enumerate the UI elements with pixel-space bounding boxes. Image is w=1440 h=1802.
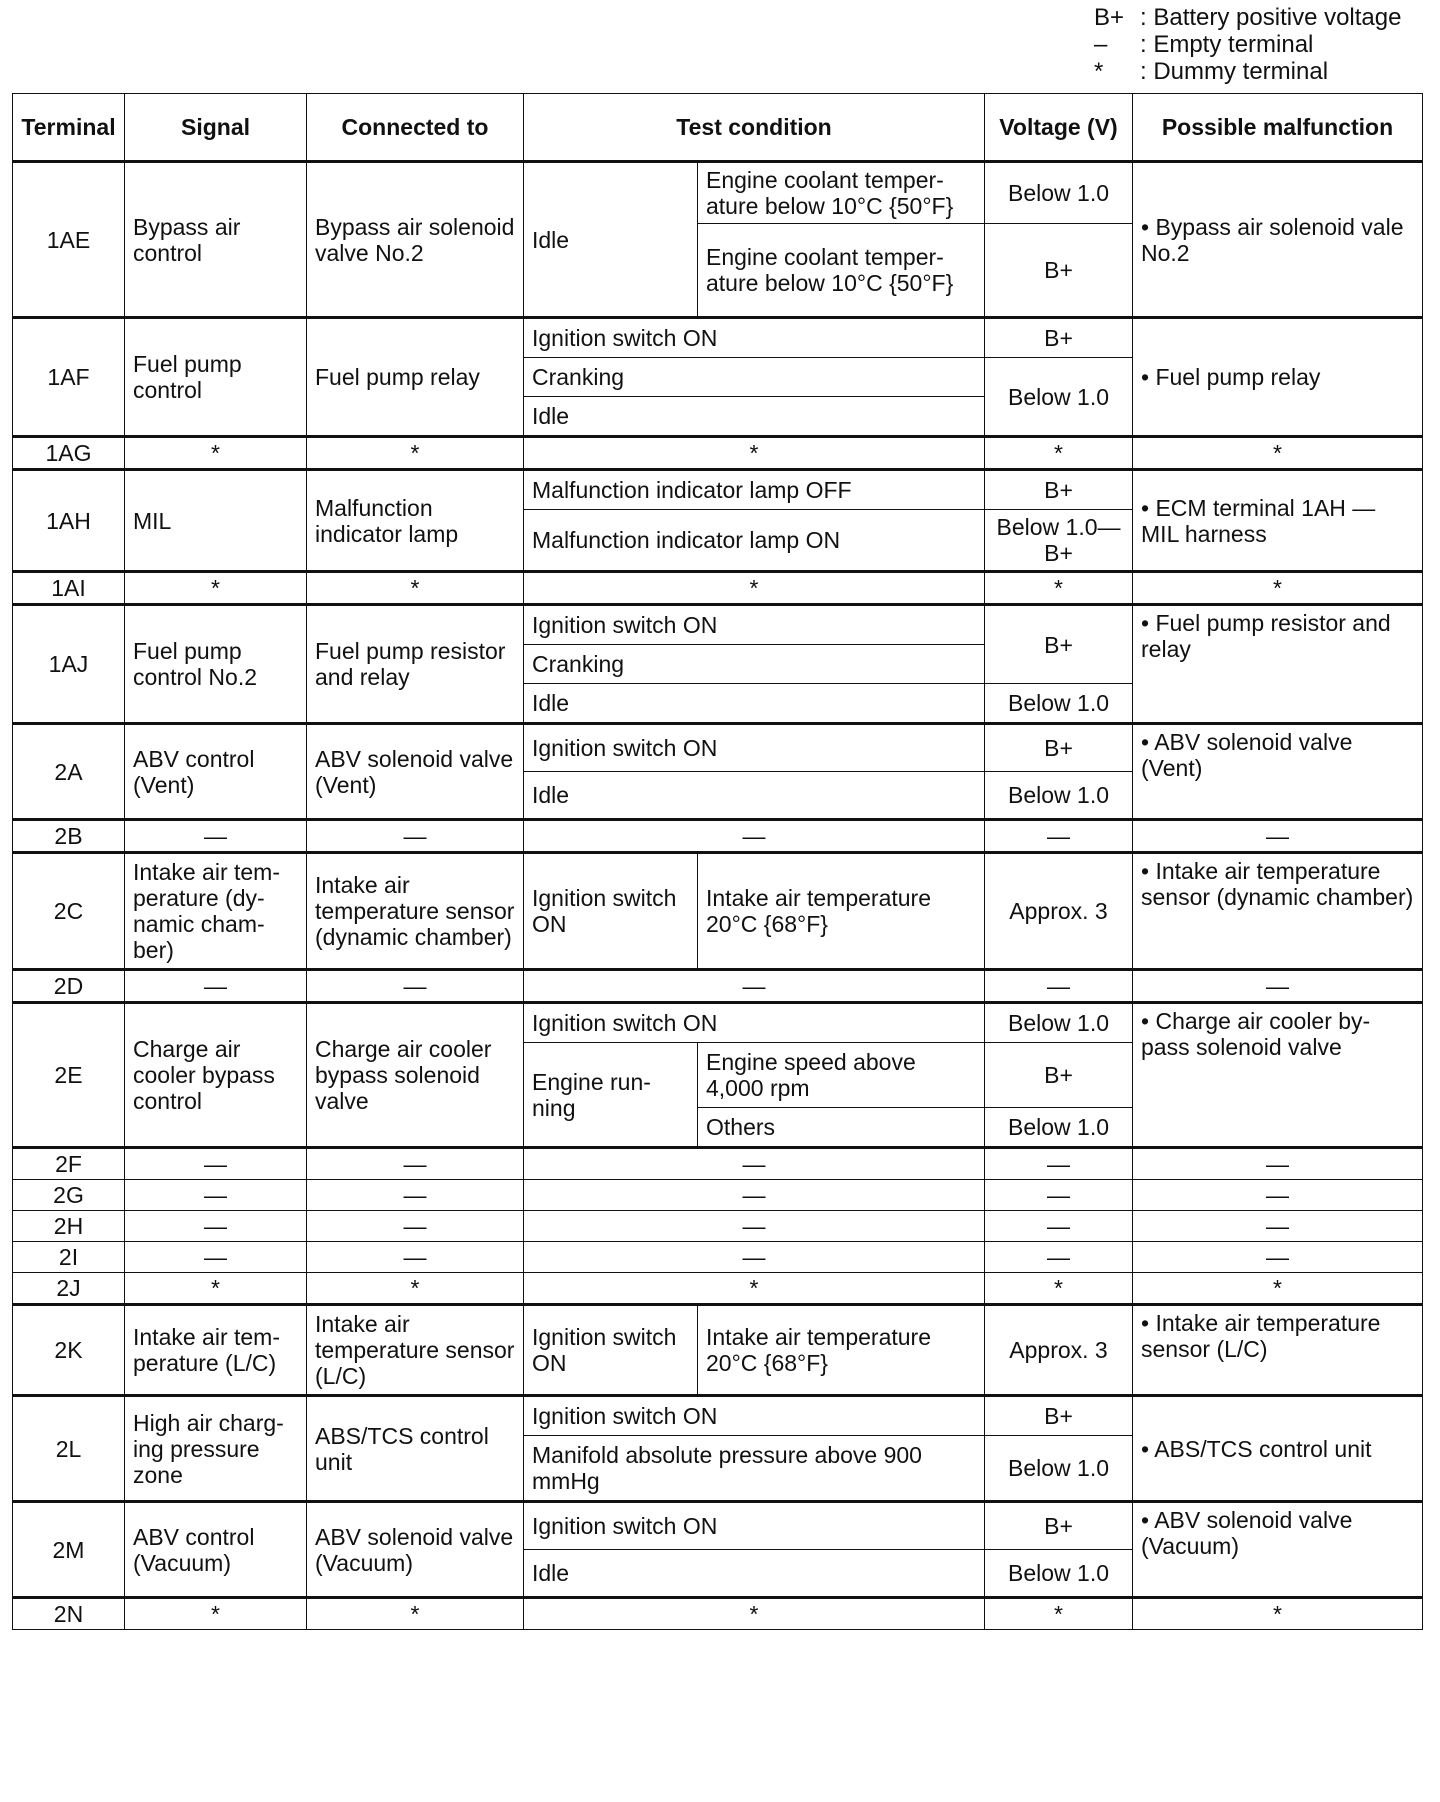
- table-row: [13, 1211, 1423, 1242]
- legend-text: : Dummy terminal: [1140, 58, 1329, 85]
- condition-cell: Cranking: [524, 358, 985, 397]
- signal-cell: Fuel pump control No.2: [125, 605, 307, 724]
- terminal-cell: 1AJ: [13, 605, 125, 724]
- legend-row: [1094, 58, 1401, 85]
- voltage-cell: B+: [985, 1043, 1133, 1108]
- voltage-cell: Below 1.0: [985, 1550, 1133, 1598]
- table-row: [13, 572, 1423, 605]
- table-row: [13, 820, 1423, 853]
- table-row: [13, 1180, 1423, 1211]
- condition-cell: —: [524, 970, 985, 1003]
- condition-cell: Ignition switch ON: [524, 318, 985, 358]
- voltage-cell: *: [985, 1273, 1133, 1305]
- table-row: [13, 1598, 1423, 1630]
- subcondition-cell: Engine speed above 4,000 rpm: [698, 1043, 985, 1108]
- malfunction-cell: • ABV solenoid valve (Vacuum): [1133, 1502, 1423, 1598]
- signal-cell: Bypass air control: [125, 162, 307, 318]
- legend-row: [1094, 31, 1401, 58]
- condition-cell: Malfunction indicator lamp OFF: [524, 470, 985, 510]
- table-row: [13, 1242, 1423, 1273]
- header-connected: Connected to: [307, 94, 524, 162]
- malfunction-cell: —: [1133, 1242, 1423, 1273]
- condition-cell: *: [524, 437, 985, 470]
- signal-cell: Fuel pump control: [125, 318, 307, 437]
- header-voltage: Voltage (V): [985, 94, 1133, 162]
- terminal-cell: 2K: [13, 1305, 125, 1396]
- connected-cell: —: [307, 1211, 524, 1242]
- voltage-cell: *: [985, 437, 1133, 470]
- terminal-cell: 2G: [13, 1180, 125, 1211]
- condition-cell: *: [524, 1598, 985, 1630]
- signal-cell: High air charg-ing pressure zone: [125, 1396, 307, 1502]
- terminal-cell: 1AE: [13, 162, 125, 318]
- condition-cell: Ignition switch ON: [524, 605, 985, 645]
- terminal-cell: 2I: [13, 1242, 125, 1273]
- terminal-cell: 2F: [13, 1148, 125, 1180]
- table-row: [13, 470, 1423, 510]
- voltage-cell: —: [985, 970, 1133, 1003]
- malfunction-cell: • Intake air temperature sensor (dynamic chamber): [1133, 853, 1423, 970]
- terminal-cell: 2H: [13, 1211, 125, 1242]
- malfunction-cell: • ECM terminal 1AH — MIL harness: [1133, 470, 1423, 572]
- signal-cell: —: [125, 1242, 307, 1273]
- signal-cell: —: [125, 970, 307, 1003]
- terminal-cell: 2A: [13, 724, 125, 820]
- connected-cell: Fuel pump resistor and relay: [307, 605, 524, 724]
- voltage-cell: Below 1.0: [985, 1436, 1133, 1502]
- terminal-cell: 2J: [13, 1273, 125, 1305]
- connected-cell: Malfunction indicator lamp: [307, 470, 524, 572]
- table-row: [13, 1502, 1423, 1550]
- malfunction-cell: —: [1133, 970, 1423, 1003]
- table-row: [13, 970, 1423, 1003]
- voltage-cell: Approx. 3: [985, 853, 1133, 970]
- voltage-cell: —: [985, 1211, 1133, 1242]
- signal-cell: —: [125, 1180, 307, 1211]
- signal-cell: —: [125, 1148, 307, 1180]
- terminal-cell: 2L: [13, 1396, 125, 1502]
- signal-cell: *: [125, 572, 307, 605]
- condition-cell: Ignition switch ON: [524, 1305, 698, 1396]
- voltage-cell: *: [985, 572, 1133, 605]
- condition-cell: Ignition switch ON: [524, 1502, 985, 1550]
- subcondition-cell: Engine coolant temper-ature below 10°C {50°F}: [698, 224, 985, 318]
- legend-symbol: –: [1094, 31, 1108, 58]
- connected-cell: ABS/TCS control unit: [307, 1396, 524, 1502]
- condition-cell: *: [524, 1273, 985, 1305]
- condition-cell: Manifold absolute pressure above 900 mmHg: [524, 1436, 985, 1502]
- header-test-condition: Test condition: [524, 94, 985, 162]
- condition-cell: Ignition switch ON: [524, 1396, 985, 1436]
- voltage-cell: B+: [985, 318, 1133, 358]
- condition-cell: —: [524, 1180, 985, 1211]
- connected-cell: —: [307, 1180, 524, 1211]
- connected-cell: *: [307, 1273, 524, 1305]
- connected-cell: Intake air temperature sensor (L/C): [307, 1305, 524, 1396]
- voltage-cell: Below 1.0: [985, 684, 1133, 724]
- terminal-cell: 2E: [13, 1003, 125, 1148]
- header-malfunction: Possible malfunction: [1133, 94, 1423, 162]
- condition-cell: Engine run-ning: [524, 1043, 698, 1148]
- voltage-cell: Below 1.0: [985, 772, 1133, 820]
- voltage-cell: —: [985, 1242, 1133, 1273]
- terminal-cell: 1AF: [13, 318, 125, 437]
- legend-text: : Empty terminal: [1140, 31, 1314, 58]
- connected-cell: —: [307, 1148, 524, 1180]
- voltage-cell: —: [985, 820, 1133, 853]
- terminal-cell: 2N: [13, 1598, 125, 1630]
- table-row: [13, 437, 1423, 470]
- voltage-cell: Below 1.0: [985, 1003, 1133, 1043]
- terminal-cell: 1AG: [13, 437, 125, 470]
- condition-cell: Idle: [524, 397, 985, 437]
- terminal-cell: 2C: [13, 853, 125, 970]
- legend-symbol: *: [1094, 58, 1104, 85]
- condition-cell: Malfunction indicator lamp ON: [524, 510, 985, 572]
- legend-row: [1094, 4, 1401, 31]
- table-row: [13, 724, 1423, 772]
- condition-cell: Cranking: [524, 645, 985, 684]
- connected-cell: *: [307, 1598, 524, 1630]
- voltage-cell: B+: [985, 224, 1133, 318]
- legend-symbol: B+: [1094, 4, 1125, 31]
- table-row: [13, 853, 1423, 970]
- condition-cell: —: [524, 1148, 985, 1180]
- condition-cell: Idle: [524, 162, 698, 318]
- terminal-cell: 1AH: [13, 470, 125, 572]
- terminal-cell: 2D: [13, 970, 125, 1003]
- connected-cell: —: [307, 970, 524, 1003]
- legend: [1094, 4, 1401, 85]
- header-signal: Signal: [125, 94, 307, 162]
- condition-cell: Idle: [524, 684, 985, 724]
- header-row: [13, 94, 1423, 162]
- table-row: [13, 162, 1423, 224]
- signal-cell: *: [125, 1598, 307, 1630]
- connected-cell: Intake air temperature sensor (dynamic chamber): [307, 853, 524, 970]
- subcondition-cell: Intake air temperature 20°C {68°F}: [698, 1305, 985, 1396]
- terminal-cell: 2B: [13, 820, 125, 853]
- malfunction-cell: • Charge air cooler by-pass solenoid valve: [1133, 1003, 1423, 1148]
- voltage-cell: B+: [985, 605, 1133, 684]
- signal-cell: *: [125, 437, 307, 470]
- signal-cell: *: [125, 1273, 307, 1305]
- connected-cell: ABV solenoid valve (Vent): [307, 724, 524, 820]
- malfunction-cell: • Intake air temperature sensor (L/C): [1133, 1305, 1423, 1396]
- connected-cell: *: [307, 437, 524, 470]
- legend-text: : Battery positive voltage: [1140, 4, 1402, 31]
- connected-cell: ABV solenoid valve (Vacuum): [307, 1502, 524, 1598]
- malfunction-cell: *: [1133, 1598, 1423, 1630]
- signal-cell: Intake air tem-perature (L/C): [125, 1305, 307, 1396]
- condition-cell: —: [524, 1242, 985, 1273]
- malfunction-cell: *: [1133, 437, 1423, 470]
- signal-cell: MIL: [125, 470, 307, 572]
- voltage-cell: —: [985, 1148, 1133, 1180]
- malfunction-cell: —: [1133, 1148, 1423, 1180]
- malfunction-cell: • Bypass air solenoid vale No.2: [1133, 162, 1423, 318]
- condition-cell: Idle: [524, 772, 985, 820]
- malfunction-cell: • Fuel pump resistor and relay: [1133, 605, 1423, 724]
- voltage-cell: Below 1.0: [985, 1108, 1133, 1148]
- signal-cell: —: [125, 820, 307, 853]
- condition-cell: Ignition switch ON: [524, 724, 985, 772]
- voltage-cell: —: [985, 1180, 1133, 1211]
- subcondition-cell: Intake air temperature 20°C {68°F}: [698, 853, 985, 970]
- table-row: [13, 1273, 1423, 1305]
- connected-cell: —: [307, 1242, 524, 1273]
- malfunction-cell: *: [1133, 572, 1423, 605]
- malfunction-cell: • ABV solenoid valve (Vent): [1133, 724, 1423, 820]
- malfunction-cell: —: [1133, 820, 1423, 853]
- connected-cell: Fuel pump relay: [307, 318, 524, 437]
- connected-cell: —: [307, 820, 524, 853]
- table-row: [13, 605, 1423, 645]
- signal-cell: Intake air tem-perature (dy-namic cham-ber): [125, 853, 307, 970]
- condition-cell: —: [524, 820, 985, 853]
- condition-cell: *: [524, 572, 985, 605]
- terminal-cell: 2M: [13, 1502, 125, 1598]
- condition-cell: Idle: [524, 1550, 985, 1598]
- terminal-cell: 1AI: [13, 572, 125, 605]
- voltage-cell: Below 1.0: [985, 162, 1133, 224]
- signal-cell: —: [125, 1211, 307, 1242]
- connected-cell: *: [307, 572, 524, 605]
- condition-cell: Ignition switch ON: [524, 853, 698, 970]
- connected-cell: Bypass air solenoid valve No.2: [307, 162, 524, 318]
- malfunction-cell: • Fuel pump relay: [1133, 318, 1423, 437]
- connected-cell: Charge air cooler bypass solenoid valve: [307, 1003, 524, 1148]
- malfunction-cell: —: [1133, 1211, 1423, 1242]
- table-row: [13, 1003, 1423, 1043]
- condition-cell: —: [524, 1211, 985, 1242]
- voltage-cell: B+: [985, 1502, 1133, 1550]
- voltage-cell: *: [985, 1598, 1133, 1630]
- voltage-cell: Approx. 3: [985, 1305, 1133, 1396]
- signal-cell: Charge air cooler bypass control: [125, 1003, 307, 1148]
- malfunction-cell: *: [1133, 1273, 1423, 1305]
- voltage-cell: B+: [985, 1396, 1133, 1436]
- condition-cell: Ignition switch ON: [524, 1003, 985, 1043]
- subcondition-cell: Others: [698, 1108, 985, 1148]
- header-terminal: Terminal: [13, 94, 125, 162]
- table-row: [13, 1305, 1423, 1396]
- signal-cell: ABV control (Vacuum): [125, 1502, 307, 1598]
- signal-cell: ABV control (Vent): [125, 724, 307, 820]
- subcondition-cell: Engine coolant temper-ature below 10°C {50°F}: [698, 162, 985, 224]
- malfunction-cell: —: [1133, 1180, 1423, 1211]
- terminal-table: [12, 93, 1423, 1630]
- voltage-cell: B+: [985, 470, 1133, 510]
- voltage-cell: Below 1.0: [985, 358, 1133, 437]
- malfunction-cell: • ABS/TCS control unit: [1133, 1396, 1423, 1502]
- table-row: [13, 1148, 1423, 1180]
- table-row: [13, 1396, 1423, 1436]
- table-row: [13, 318, 1423, 358]
- voltage-cell: Below 1.0—B+: [985, 510, 1133, 572]
- voltage-cell: B+: [985, 724, 1133, 772]
